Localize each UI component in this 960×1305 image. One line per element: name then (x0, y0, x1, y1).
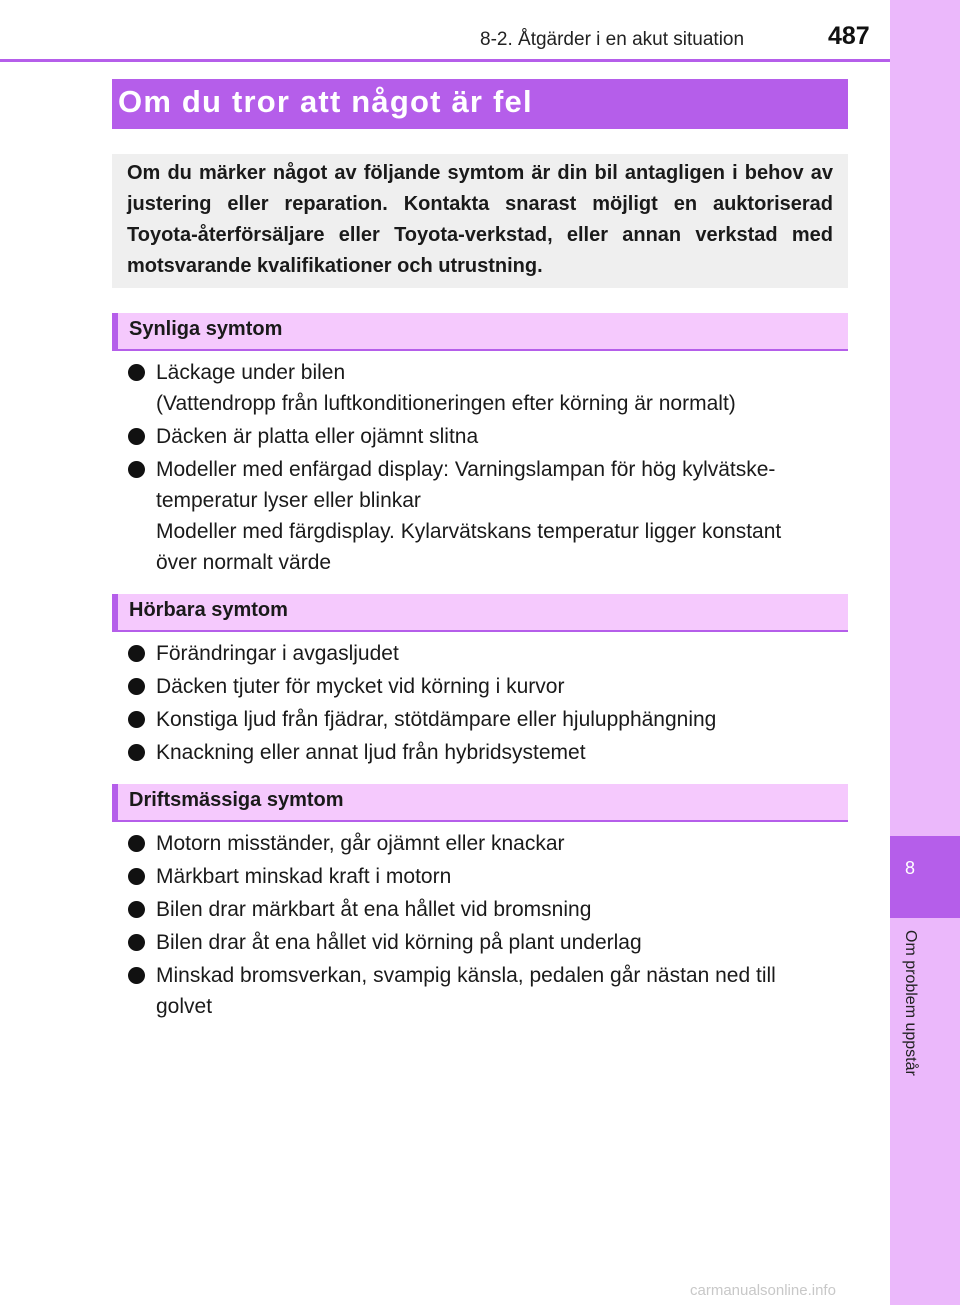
visible-symptoms-list (127, 357, 849, 580)
list-item (127, 737, 849, 768)
list-item (127, 828, 849, 859)
list-item-line: Bilen drar märkbart åt ena hållet vid bromsning (156, 898, 592, 921)
header-divider (0, 59, 890, 62)
watermark: carmanualsonline.info (690, 1282, 836, 1299)
bullet-icon (128, 868, 145, 885)
list-item-line: Motorn misständer, går ojämnt eller knackar (156, 832, 565, 855)
section-heading-operational-symptoms (112, 784, 848, 822)
list-item-line: Modeller med färgdisplay. Kylarvätskans temperatur ligger konstant (156, 520, 782, 543)
chapter-number: 8 (904, 858, 915, 878)
list-item-line: Märkbart minskad kraft i motorn (156, 865, 452, 888)
list-item-line: Däcken tjuter för mycket vid körning i kurvor (156, 675, 565, 698)
section-heading-text: Synliga symtom (129, 318, 283, 340)
list-item-line: Minskad bromsverkan, svampig känsla, pedalen går nästan ned till (156, 964, 776, 987)
bullet-icon (128, 835, 145, 852)
list-item-line: Modeller med enfärgad display: Varningslampan för hög kylvätske- (156, 458, 776, 481)
list-item-line: över normalt värde (156, 551, 332, 574)
list-item (127, 861, 849, 892)
bullet-icon (128, 967, 145, 984)
bullet-icon (128, 428, 145, 445)
list-item (127, 894, 849, 925)
intro-paragraph: Om du märker något av följande symtom är din bil antagligen i behov av justering eller reparation. Kontakta snarast möjligt en auktoriserad Toyota-återförsäljare eller Toyota-verkstad, eller annan verkstad med motsvarande kvalifikationer och utrustning. (112, 154, 848, 288)
bullet-icon (128, 645, 145, 662)
bullet-icon (128, 901, 145, 918)
list-item (127, 454, 849, 578)
section-heading-audible-symptoms (112, 594, 848, 632)
section-heading-text: Driftsmässiga symtom (129, 789, 344, 811)
list-item-line: Däcken är platta eller ojämnt slitna (156, 425, 479, 448)
list-item (127, 671, 849, 702)
list-item-line: Konstiga ljud från fjädrar, stötdämpare eller hjulupphängning (156, 708, 717, 731)
bullet-icon (128, 934, 145, 951)
bullet-icon (128, 678, 145, 695)
chapter-label: Om problem uppstår (902, 930, 919, 1076)
list-item-line: (Vattendropp från luftkonditioneringen efter körning är normalt) (156, 392, 736, 415)
list-item-line: Läckage under bilen (156, 361, 346, 384)
list-item-line: golvet (156, 995, 213, 1018)
list-item (127, 638, 849, 669)
page-number: 487 (828, 22, 870, 50)
bullet-icon (128, 461, 145, 478)
section-heading-visible-symptoms (112, 313, 848, 351)
list-item-line: Knackning eller annat ljud från hybridsystemet (156, 741, 586, 764)
list-item (127, 960, 849, 1022)
bullet-icon (128, 711, 145, 728)
bullet-icon (128, 364, 145, 381)
list-item-line: Förändringar i avgasljudet (156, 642, 399, 665)
list-item (127, 704, 849, 735)
section-reference: 8-2. Åtgärder i en akut situation (480, 29, 745, 50)
operational-symptoms-list (127, 828, 849, 1024)
list-item (127, 357, 849, 419)
list-item (127, 927, 849, 958)
page-title: Om du tror att något är fel (118, 84, 533, 119)
list-item-line: temperatur lyser eller blinkar (156, 489, 421, 512)
section-heading-text: Hörbara symtom (129, 599, 288, 621)
audible-symptoms-list (127, 638, 849, 770)
bullet-icon (128, 744, 145, 761)
list-item (127, 421, 849, 452)
list-item-line: Bilen drar åt ena hållet vid körning på plant underlag (156, 931, 642, 954)
